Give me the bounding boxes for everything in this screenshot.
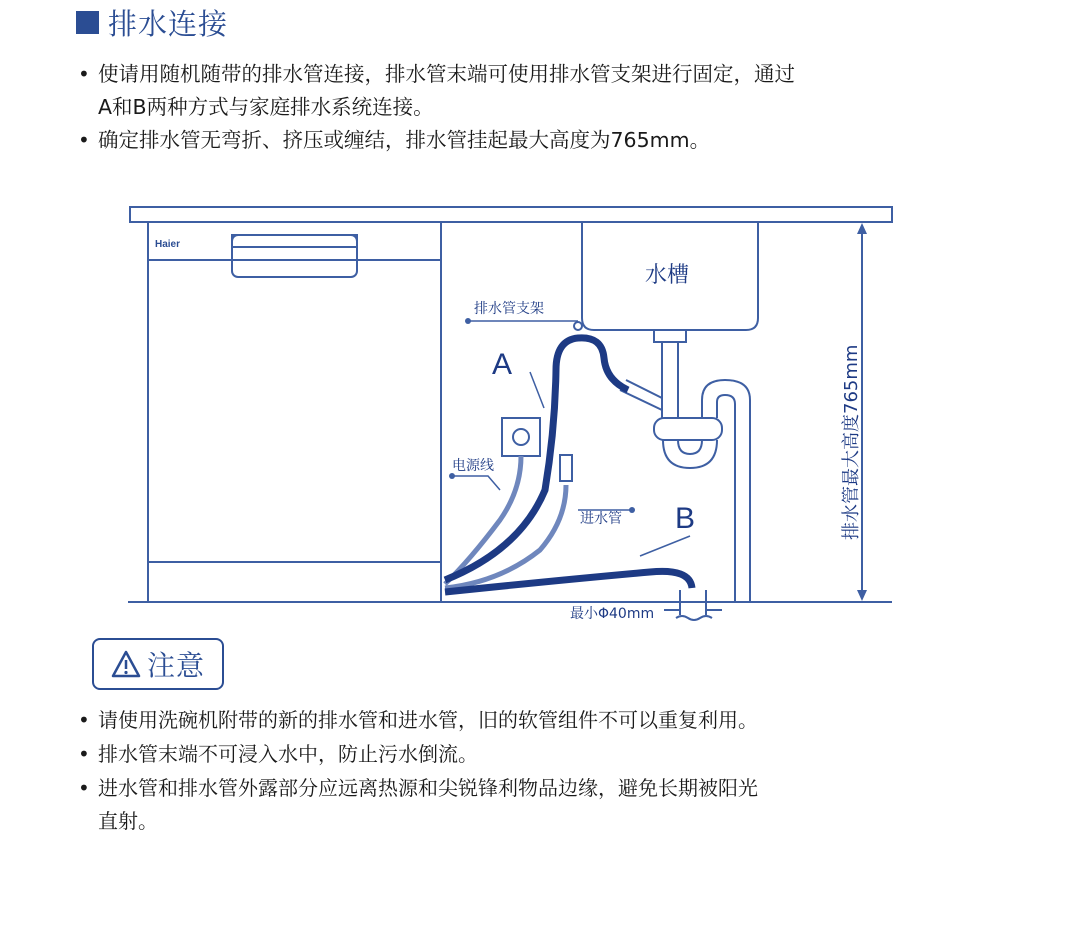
bracket-leader-dot <box>465 318 471 324</box>
sink-drain-neck <box>654 330 686 342</box>
max-height-label: 排水管最大高度765mm <box>841 344 862 540</box>
power-cord-leader <box>452 476 500 490</box>
bullet-text: 使请用随机随带的排水管连接，排水管末端可使用排水管支架进行固定，通过 <box>98 62 795 86</box>
drain-bracket-label: 排水管支架 <box>474 301 544 317</box>
dimension-arrow-bottom <box>857 590 867 601</box>
inlet-hose-label: 进水管 <box>580 511 622 527</box>
section-title-text: 排水连接 <box>108 7 229 41</box>
list-item <box>78 58 1038 124</box>
p-trap <box>663 440 717 468</box>
section-title <box>76 2 228 43</box>
route-b-leader <box>640 536 690 556</box>
warning-label: 注意 <box>146 649 205 682</box>
dimension-arrow-top <box>857 223 867 234</box>
trap-riser <box>702 380 750 602</box>
intro-bullet-list <box>78 58 1038 157</box>
drain-pipe <box>662 342 678 418</box>
power-socket <box>502 418 540 456</box>
route-a-label: A <box>492 348 513 381</box>
route-b-label: B <box>675 502 696 535</box>
notice-bullet-list <box>78 704 1038 839</box>
bullet-text: 确定排水管无弯折、挤压或缠结，排水管挂起最大高度为765mm。 <box>98 128 711 152</box>
min-diameter-label: 最小Φ40mm <box>570 606 655 622</box>
drain-connection-diagram <box>0 190 1092 635</box>
drain-bracket <box>574 322 582 330</box>
bullet-text-continued: 直射。 <box>98 809 158 833</box>
bullet-dot-icon: • <box>78 776 90 800</box>
bullet-dot-icon: • <box>78 742 90 766</box>
bullet-dot-icon: • <box>78 128 90 152</box>
route-a-leader <box>530 372 544 408</box>
countertop <box>130 207 892 222</box>
dishwasher-handle-inner <box>232 235 357 247</box>
trap-joint <box>654 418 722 440</box>
bullet-dot-icon: • <box>78 708 90 732</box>
sink-label: 水槽 <box>645 263 690 288</box>
warning-triangle-icon <box>111 650 141 678</box>
power-socket-hole <box>513 429 529 445</box>
title-square-icon <box>76 11 99 34</box>
dishwasher-handle <box>232 235 357 277</box>
bullet-dot-icon: • <box>78 62 90 86</box>
drain-branch <box>620 380 662 410</box>
inlet-hose-leader-dot <box>629 507 635 513</box>
dishwasher-body <box>148 222 441 602</box>
power-cord-label: 电源线 <box>452 458 494 474</box>
bullet-text: 排水管末端不可浸入水中，防止污水倒流。 <box>98 742 478 766</box>
brand-logo: Haier <box>155 239 181 250</box>
bullet-text-continued: A和B两种方式与家庭排水系统连接。 <box>98 95 434 119</box>
water-wave <box>676 616 712 620</box>
list-item <box>78 772 1038 838</box>
bullet-text: 请使用洗碗机附带的新的排水管和进水管，旧的软管组件不可以重复利用。 <box>98 708 758 732</box>
list-item <box>78 124 1038 157</box>
list-item <box>78 704 1038 737</box>
warning-notice-box <box>92 638 224 690</box>
inlet-hose-connector <box>560 455 572 481</box>
bullet-text: 进水管和排水管外露部分应远离热源和尖锐锋利物品边缘，避免长期被阳光 <box>98 776 758 800</box>
list-item <box>78 738 1038 771</box>
